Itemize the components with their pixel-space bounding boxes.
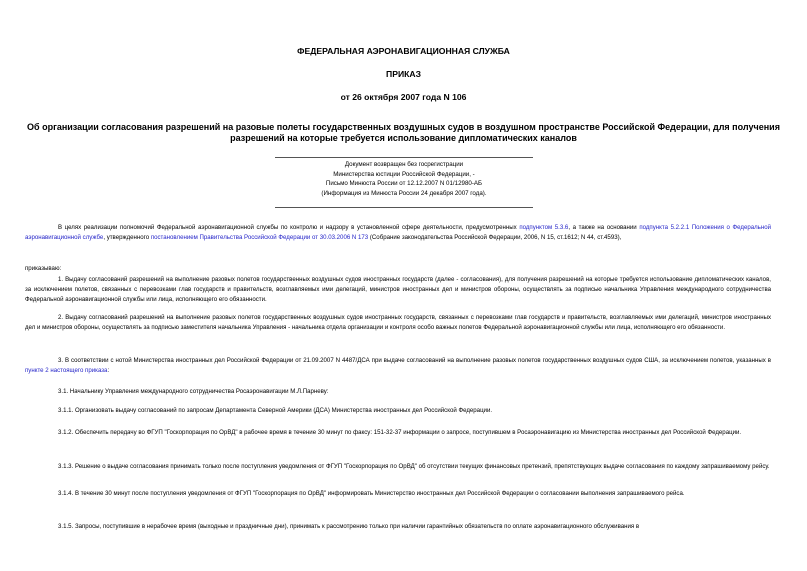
- document-title: Об организации согласования разрешений на разовые полеты государственных воздушных судов в воздушном пространстве Российской Федерации, для получения разрешений на которые требуется использование дипломатических каналов: [27, 122, 780, 143]
- paragraph-3-1-1: 3.1.1. Организовать выдачу согласований по запросам Департамента Северной Америки (ДСА) Министерства иностранных дел Российской Федерации.: [58, 407, 493, 414]
- note-top-divider: [275, 157, 533, 158]
- link-government-decree-173[interactable]: постановлением Правительства Российской Федерации от 30.03.2006 N 173: [150, 234, 369, 242]
- link-regulation-rosaeronavigatsiya[interactable]: подпункта 5.2.2.1 Положения о Федеральной аэронавигационной службе: [25, 224, 771, 242]
- paragraph-3-1: 3.1. Начальнику Управления международного сотрудничества Росаэронавигации М.Л.Парневу:: [58, 388, 329, 395]
- agency-heading: ФЕДЕРАЛЬНАЯ АЭРОНАВИГАЦИОННАЯ СЛУЖБА: [297, 46, 510, 56]
- paragraph-3-1-5: 3.1.5. Запросы, поступившие в нерабочее время (выходные и праздничные дни), принимать к рассмотрению только при наличии гарантийных обязательств по оплате аэронавигационного обслуживания в: [58, 523, 640, 530]
- order-word: приказываю:: [25, 265, 62, 272]
- note-line: Документ возвращен без госрегистрации: [344, 161, 464, 168]
- link-subclause-5-3-6[interactable]: подпунктом 5.3.6: [519, 224, 569, 231]
- order-heading: ПРИКАЗ: [386, 69, 421, 79]
- registration-note: [275, 160, 533, 198]
- note-line: Письмо Минюста России от 12.12.2007 N 01/12980-АБ: [325, 180, 483, 188]
- preamble-paragraph: В целях реализации полномочий Федеральной аэронавигационной службы по контролю и надзору в установленной сфере деятельности, предусмотренных подпунктом 5.3.6, а также на основании подпункта 5.2.2.1 Положения о Федеральной аэронавигационной службе, утвержденного постановлением Правительства Российской Федерации от 30.03.2006 N 173 (Собрание законодательства Российской Федерации, 2006, N 15, ст.1612; N 44, ст.4593),: [25, 224, 771, 242]
- paragraph-1: 1. Выдачу согласований разрешений на выполнение разовых полетов государственных воздушных судов иностранных государств (далее - согласования), для получения разрешений на которые требуется использование дипломатических каналов, за исключением полетов, связанных с перевозками глав государств и правительств, возглавляемых ими делегаций, министров иностранных дел и министров обороны, осуществлять за подписью начальника Управления международного сотрудничества Федеральной аэронавигационной службы или лица, исполняющего его обязанности.: [25, 276, 771, 304]
- paragraph-3-1-2: 3.1.2. Обеспечить передачу во ФГУП "Госкорпорация по ОрВД" в рабочее время в течение 30 минут по факсу: 151-32-37 информации о запросе, поступившем в Росаэронавигацию из Министерства иностранных дел Российской Федерации.: [58, 429, 742, 436]
- note-line: Министерства юстиции Российской Федерации, -: [333, 170, 475, 178]
- paragraph-2: 2. Выдачу согласований разрешений на выполнение разовых полетов государственных воздушных судов иностранных государств, связанных с перевозками глав государств и правительств, возглавляемых ими делегаций, министров иностранных дел и министров обороны, осуществлять за подписью заместителя начальника Управления - начальника отдела организации и контроля особо важных полетов Федеральной аэронавигационной службы или лица, исполняющего его обязанности.: [25, 314, 771, 332]
- paragraph-3: 3. В соответствии с нотой Министерства иностранных дел Российской Федерации от 21.09.2007 N 4487/ДСА при выдаче согласований на выполнение разовых полетов государственных воздушных судов США, за исключением полетов, указанных в пункте 2 настоящего приказа:: [25, 357, 771, 375]
- paragraph-3-1-3: 3.1.3. Решение о выдаче согласования принимать только после поступления уведомления от ФГУП "Госкорпорация по ОрВД" об отсутствии текущих финансовых претензий, препятствующих выдаче согласования по каждому запрашиваемому рейсу.: [58, 463, 770, 470]
- note-line: (Информация из Минюста России 24 декабря 2007 года).: [321, 189, 487, 197]
- order-date-number: от 26 октября 2007 года N 106: [340, 92, 467, 102]
- link-clause-2[interactable]: пункте 2 настоящего приказа: [25, 367, 108, 375]
- paragraph-3-1-4: 3.1.4. В течение 30 минут после поступления уведомления от ФГУП "Госкорпорация по ОрВД" информировать Министерство иностранных дел Российской Федерации о согласовании выполнения запрашиваемого рейса.: [58, 490, 685, 497]
- note-bottom-divider: [275, 207, 533, 208]
